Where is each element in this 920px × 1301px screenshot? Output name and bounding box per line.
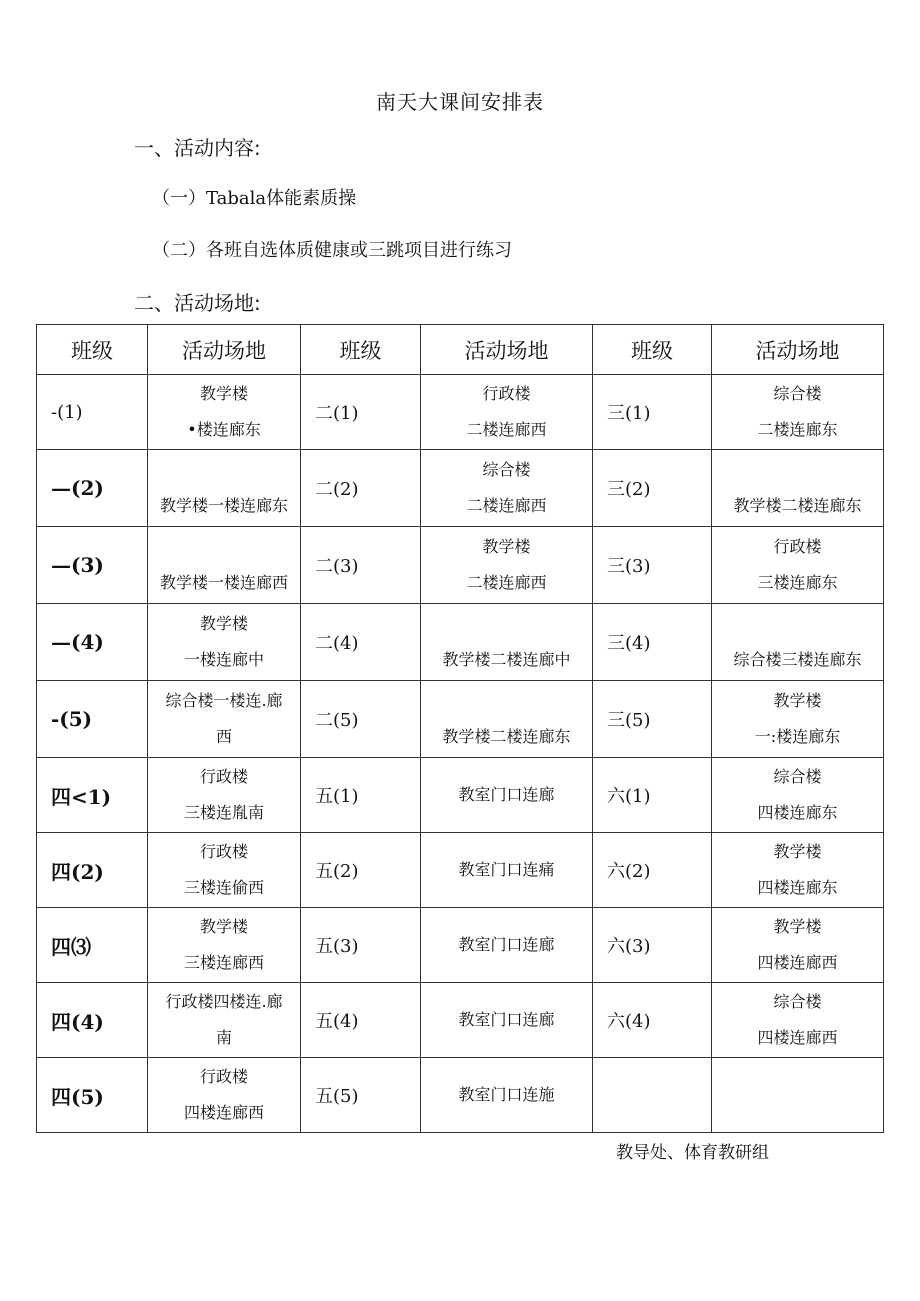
venue-cell: 教学楼一楼连廊西 [148, 527, 301, 604]
venue-cell: 行政楼 四楼连廊西 [148, 1058, 301, 1133]
header-class: 班级 [37, 325, 148, 375]
venue-cell: 行政楼 二楼连廊西 [421, 375, 593, 450]
header-venue: 活动场地 [712, 325, 884, 375]
venue-cell: 教学楼 •楼连廊东 [148, 375, 301, 450]
class-cell: 六(3) [593, 908, 712, 983]
venue-cell: 教学楼 三楼连廊西 [148, 908, 301, 983]
class-cell: 五(3) [301, 908, 421, 983]
header-venue: 活动场地 [421, 325, 593, 375]
class-cell: 二(2) [301, 450, 421, 527]
class-cell: 三(2) [593, 450, 712, 527]
class-cell: 五(4) [301, 983, 421, 1058]
class-cell: 四(2) [37, 833, 148, 908]
page-title: 南天大课间安排表 [376, 90, 544, 114]
class-cell: 三(1) [593, 375, 712, 450]
table-row [37, 604, 884, 681]
venue-cell: 行政楼 三楼连偷西 [148, 833, 301, 908]
content-item-2: （二）各班自选体质健康或三跳项目进行练习 [152, 240, 512, 261]
venue-cell: 教室门口连廊 [421, 758, 593, 833]
venue-cell: 综合楼三楼连廊东 [712, 604, 884, 681]
schedule-table-body [37, 375, 884, 1133]
header-venue: 活动场地 [148, 325, 301, 375]
class-cell: 五(2) [301, 833, 421, 908]
table-row [37, 983, 884, 1058]
class-cell: —(3) [37, 527, 148, 604]
venue-cell: 教学楼二楼连廊东 [421, 681, 593, 758]
class-cell: 二(4) [301, 604, 421, 681]
class-cell: —(4) [37, 604, 148, 681]
class-cell: 五(5) [301, 1058, 421, 1133]
table-row [37, 375, 884, 450]
venue-cell: 教学楼 一楼连廊中 [148, 604, 301, 681]
class-cell: 三(5) [593, 681, 712, 758]
class-cell: 三(3) [593, 527, 712, 604]
class-cell: 六(2) [593, 833, 712, 908]
venue-cell: 教学楼二楼连廊东 [712, 450, 884, 527]
class-cell: 三(4) [593, 604, 712, 681]
venue-cell: 综合楼 四楼连廊西 [712, 983, 884, 1058]
table-row [37, 1058, 884, 1133]
class-cell: 二(5) [301, 681, 421, 758]
header-class: 班级 [301, 325, 421, 375]
class-cell: 四(5) [37, 1058, 148, 1133]
venue-cell: 教学楼 四楼连廊西 [712, 908, 884, 983]
class-cell: 二(1) [301, 375, 421, 450]
venue-cell: 教学楼 二楼连廊西 [421, 527, 593, 604]
venue-cell: 教学楼二楼连廊中 [421, 604, 593, 681]
class-cell: 四⑶ [37, 908, 148, 983]
venue-cell: 行政楼 三楼连胤南 [148, 758, 301, 833]
footer-signature: 教导处、体育教研组 [616, 1143, 769, 1163]
class-cell [593, 1058, 712, 1133]
venue-cell: 教室门口连廊 [421, 908, 593, 983]
venue-cell: 行政楼四楼连.廊 南 [148, 983, 301, 1058]
venue-cell: 综合楼 四楼连廊东 [712, 758, 884, 833]
venue-cell: 综合楼一楼连.廊 西 [148, 681, 301, 758]
class-cell: -(5) [37, 681, 148, 758]
table-header-row [37, 325, 884, 375]
venue-cell [712, 1058, 884, 1133]
venue-cell: 综合楼 二楼连廊西 [421, 450, 593, 527]
header-class: 班级 [593, 325, 712, 375]
venue-cell: 综合楼 二楼连廊东 [712, 375, 884, 450]
table-row [37, 758, 884, 833]
class-cell: 四(4) [37, 983, 148, 1058]
class-cell: —(2) [37, 450, 148, 527]
schedule-table [36, 324, 884, 1133]
venue-cell: 教学楼 四楼连廊东 [712, 833, 884, 908]
section-heading-content: 一、活动内容: [134, 136, 261, 160]
table-row [37, 527, 884, 604]
class-cell: 四<1) [37, 758, 148, 833]
table-row [37, 833, 884, 908]
venue-cell: 教室门口连施 [421, 1058, 593, 1133]
schedule-table-head [37, 325, 884, 375]
table-row [37, 908, 884, 983]
class-cell: -(1) [37, 375, 148, 450]
table-row [37, 681, 884, 758]
venue-cell: 教室门口连痛 [421, 833, 593, 908]
class-cell: 五(1) [301, 758, 421, 833]
class-cell: 六(1) [593, 758, 712, 833]
section-heading-venue: 二、活动场地: [134, 291, 261, 315]
venue-cell: 教学楼 一:楼连廊东 [712, 681, 884, 758]
venue-cell: 教室门口连廊 [421, 983, 593, 1058]
class-cell: 六(4) [593, 983, 712, 1058]
content-item-1: （一）Tabala体能素质操 [152, 188, 357, 209]
class-cell: 二(3) [301, 527, 421, 604]
table-row [37, 450, 884, 527]
venue-cell: 行政楼 三楼连廊东 [712, 527, 884, 604]
venue-cell: 教学楼一楼连廊东 [148, 450, 301, 527]
